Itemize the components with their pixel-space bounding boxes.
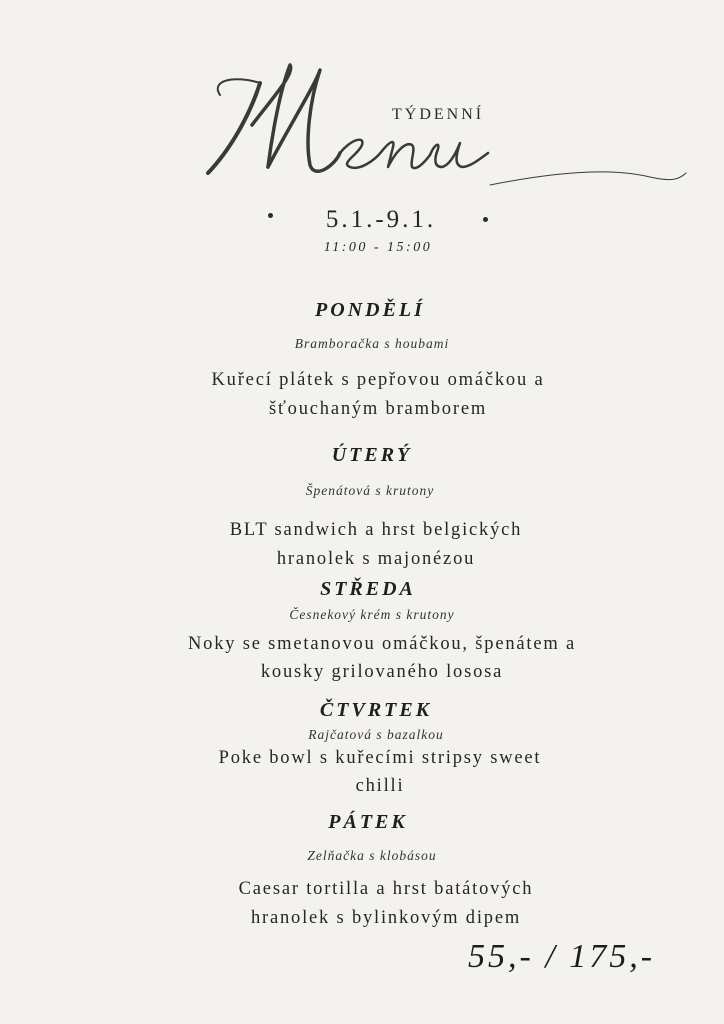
soup-friday: Zelňačka s klobásou: [307, 848, 437, 863]
main-dish-thursday-line2: chilli: [355, 776, 405, 796]
day-heading-monday: PONDĚLÍ: [315, 299, 425, 321]
menu-script-logo: [190, 55, 710, 205]
main-dish-friday-line2: hranolek s bylinkovým dipem: [250, 908, 522, 928]
main-dish-tuesday-line2: hranolek s majonézou: [276, 549, 476, 569]
soup-thursday: Rajčatová s bazalkou: [308, 727, 444, 742]
day-heading-tuesday: ÚTERÝ: [331, 444, 413, 466]
price: 55,- / 175,-: [468, 938, 656, 975]
soup-wednesday: Česnekový krém s krutony: [289, 607, 455, 622]
main-dish-tuesday-line1: BLT sandwich a hrst belgických: [229, 520, 523, 540]
main-dish-wednesday-line1: Noky se smetanovou omáčkou, špenátem a: [188, 634, 576, 654]
menu-subtitle: TÝDENNÍ: [392, 106, 485, 123]
main-dish-friday-line1: Caesar tortilla a hrst batátových: [238, 879, 534, 899]
day-heading-friday: PÁTEK: [328, 811, 408, 833]
soup-tuesday: Špenátová s krutony: [305, 483, 435, 498]
date-range: 5.1.-9.1.: [325, 206, 437, 233]
soup-monday: Bramboračka s houbami: [294, 336, 450, 351]
day-heading-wednesday: STŘEDA: [320, 578, 416, 600]
opening-hours: 11:00 - 15:00: [323, 240, 433, 255]
main-dish-thursday-line1: Poke bowl s kuřecími stripsy sweet: [218, 748, 542, 768]
main-dish-wednesday-line2: kousky grilovaného lososa: [260, 662, 504, 682]
day-heading-thursday: ČTVRTEK: [319, 699, 433, 721]
main-dish-monday-line1: Kuřecí plátek s pepřovou omáčkou a: [211, 370, 545, 390]
main-dish-monday-line2: šťouchaným bramborem: [268, 399, 488, 419]
